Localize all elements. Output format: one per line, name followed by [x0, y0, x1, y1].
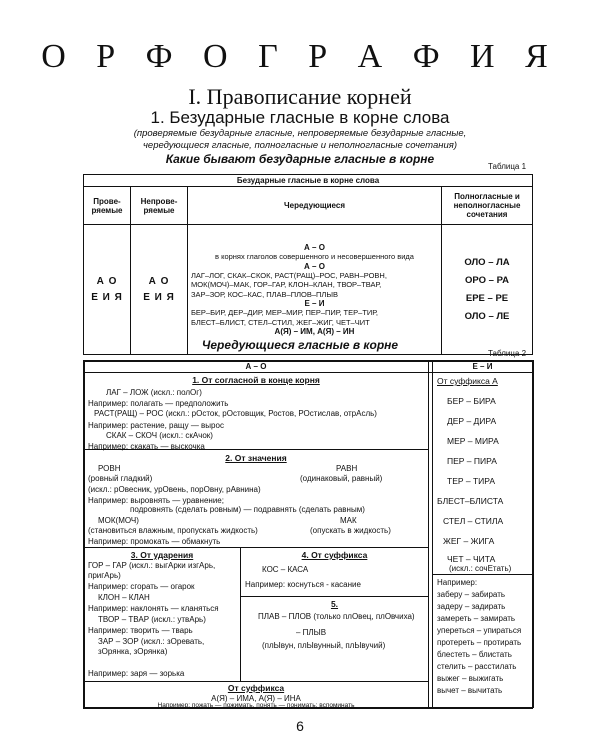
full-item: ОЛО – ЛЕ: [464, 310, 510, 322]
s3-example-4: Например: заря — зорька: [88, 669, 185, 678]
s2-left-1: РОВН: [98, 464, 121, 473]
checked-vowels: А О Е И Я: [84, 225, 131, 355]
table2-head-ei: Е – И: [472, 362, 493, 371]
s2-title: 2. От значения: [225, 453, 287, 463]
page-title: О Р Ф О Г Р А Ф И Я: [41, 38, 559, 75]
s2-example-1b: подровнять (сделать ровным) — подравнять (сделать равным): [130, 505, 365, 514]
s3-example-2: Например: наклонять — кланяться: [88, 604, 219, 613]
s6-root-1: А(Я) – ИМА, А(Я) – ИНА: [211, 694, 301, 703]
ao-note: в корнях глаголов совершенного и несовершенного вида: [215, 252, 414, 261]
s3-root-1: ГОР – ГАР (искл.: выгАрки изгАрь, пригАрь): [88, 561, 216, 580]
s5-root-2: – ПЛЫВ: [296, 628, 327, 637]
full-item: ЕРЕ – РЕ: [465, 292, 509, 304]
s1-root-2: РАСТ(РАЩ) – РОС (искл.: рОсток, рОстовщик, Ростов, РОстислав, отрАсль): [94, 409, 377, 418]
s4-title: 4. От суффикса: [301, 550, 368, 560]
s2-example-1: Например: выровнять — уравнение;: [88, 496, 224, 505]
s2-right-2: МАК: [340, 516, 357, 525]
ei-sub: От суффикса А: [437, 376, 498, 386]
table1-question: Какие бывают безударные гласные в корне: [165, 152, 435, 166]
page-number: 6: [296, 718, 304, 734]
s3-root-3: ТВОР – ТВАР (искл.: утвАрь): [98, 615, 206, 624]
s1-example-3: Например: скакать — выскочка: [88, 442, 205, 451]
col-unchecked: Непрове- ряемые: [131, 187, 188, 225]
s3-root-2: КЛОН – КЛАН: [98, 593, 150, 602]
table2-head-ao: А – О: [245, 362, 267, 371]
ei-item: ПЕР – ПИРА: [447, 456, 497, 466]
s3-title: 3. От ударения: [130, 550, 194, 560]
s5-root-1: ПЛАВ – ПЛОВ (только плОвец, плОвчиха): [258, 612, 415, 621]
s1-root-1: ЛАГ – ЛОЖ (искл.: полОг): [106, 388, 202, 397]
col-checked: Прове- ряемые: [84, 187, 131, 225]
s2-left-2-note: (становиться влажным, пропускать жидкость): [88, 526, 258, 535]
full-item: ОРО – РА: [465, 274, 509, 286]
s1-example-1: Например: полагать — предположить: [88, 399, 229, 408]
col-alternating: Чередующиеся: [188, 187, 442, 225]
s2-left-1-exc: (искл.: рОвесник, урОвень, порОвну, рАвнина): [88, 485, 261, 494]
table1-caption: Безударные гласные в корне слова: [84, 175, 533, 187]
ei-head: Е – И: [304, 299, 325, 308]
s2-right-1-note: (одинаковый, равный): [300, 474, 383, 483]
s6-title: От суффикса: [227, 683, 285, 693]
table2-question: Чередующиеся гласные в корне: [201, 338, 399, 352]
ei-exception: (искл.: сочЕтать): [449, 564, 512, 573]
s3-root-4: ЗАР – ЗОР (искл.: зОревать, зОрянка, зОрянка): [98, 637, 205, 656]
s2-example-2: Например: промокать — обмакнуть: [88, 537, 221, 546]
table1-label: Таблица 1: [488, 162, 527, 171]
ei-example: блестеть – блистать: [437, 650, 512, 659]
ei-example: протереть – протирать: [437, 638, 522, 647]
s2-left-2: МОК(МОЧ): [98, 516, 139, 525]
col-full: Полногласные и неполногласные сочетания: [442, 187, 533, 225]
s1-root-3: СКАК – СКОЧ (искл.: скАчок): [106, 431, 213, 440]
s5-title: 5.: [330, 599, 339, 609]
ei-item: МЕР – МИРА: [447, 436, 499, 446]
ei-example: выжег – выжигать: [437, 674, 504, 683]
ei-item: ЖЕГ – ЖИГА: [443, 536, 495, 546]
ei-list: БЕР–БИР, ДЕР–ДИР, МЕР–МИР, ПЕР–ПИР, ТЕР–ТИР, БЛЕСТ–БЛИСТ, СТЕЛ–СТИЛ, ЖЕГ–ЖИГ, ЧЕТ–ЧИТ: [191, 308, 378, 327]
ei-example: стелить – расстилать: [437, 662, 517, 671]
ei-item: ЧЕТ – ЧИТА: [447, 554, 496, 564]
s4-example-1: Например: коснуться - касание: [245, 580, 361, 589]
subsection-note: (проверяемые безударные гласные, непроверяемые безударные гласные, чередующиеся гласные, полногласные и неполногласные сочетания): [133, 128, 467, 151]
aim-line: А(Я) – ИМ, А(Я) – ИН: [274, 327, 355, 336]
s3-example-3: Например: творить — тварь: [88, 626, 193, 635]
ei-item: СТЕЛ – СТИЛА: [443, 516, 504, 526]
table1: [83, 174, 533, 355]
ei-example: задеру – задирать: [437, 602, 506, 611]
ei-example: вычет – вычитать: [437, 686, 503, 695]
ei-item: ТЕР – ТИРА: [447, 476, 496, 486]
ei-example: заберу – забирать: [437, 590, 506, 599]
full-item: ОЛО – ЛА: [464, 256, 510, 268]
full-cell: [442, 225, 533, 355]
ei-example: упереться – упираться: [437, 626, 522, 635]
section-heading: I. Правописание корней: [188, 84, 412, 109]
s2-left-1-note: (ровный гладкий): [88, 474, 153, 483]
s2-right-1: РАВН: [336, 464, 358, 473]
ei-item: БЛЕСТ–БЛИСТА: [437, 496, 504, 506]
alternating-cell: [188, 225, 442, 355]
s2-right-2-note: (опускать в жидкость): [310, 526, 391, 535]
table2-label: Таблица 2: [488, 349, 527, 358]
s3-example-1: Например: сгорать — огарок: [88, 582, 195, 591]
s1-title: 1. От согласной в конце корня: [192, 375, 320, 385]
ao-head-2: А – О: [304, 261, 325, 271]
s5-root-2-note: (плЫвун, плЫвунный, плЫвучий): [262, 641, 386, 650]
subsection-heading: 1. Безударные гласные в корне слова: [150, 108, 450, 127]
ei-item: БЕР – БИРА: [447, 396, 496, 406]
unchecked-vowels: А О Е И Я: [131, 225, 188, 355]
ao-list: ЛАГ–ЛОГ, СКАК–СКОК, РАСТ(РАЩ)–РОС, РАВН–РОВН, МОК(МОЧ)–МАК, ГОР–ГАР, КЛОН–КЛАН, ТВОР–ТВАР, ЗАР–ЗОР, КОС–КАС, ПЛАВ–ПЛОВ–ПЛЫВ: [191, 270, 387, 299]
ei-item: ДЕР – ДИРА: [447, 416, 497, 426]
ei-example-head: Например:: [437, 578, 478, 587]
s4-root-1: КОС – КАСА: [262, 565, 309, 574]
s1-example-2: Например: растение, ращу — вырос: [88, 421, 224, 430]
ao-head: А – О: [304, 243, 325, 252]
s6-example-1: Например: пожать — пожимать, понять — понимать; вспоминать: [157, 702, 355, 709]
ei-example: замереть – замирать: [437, 614, 516, 623]
